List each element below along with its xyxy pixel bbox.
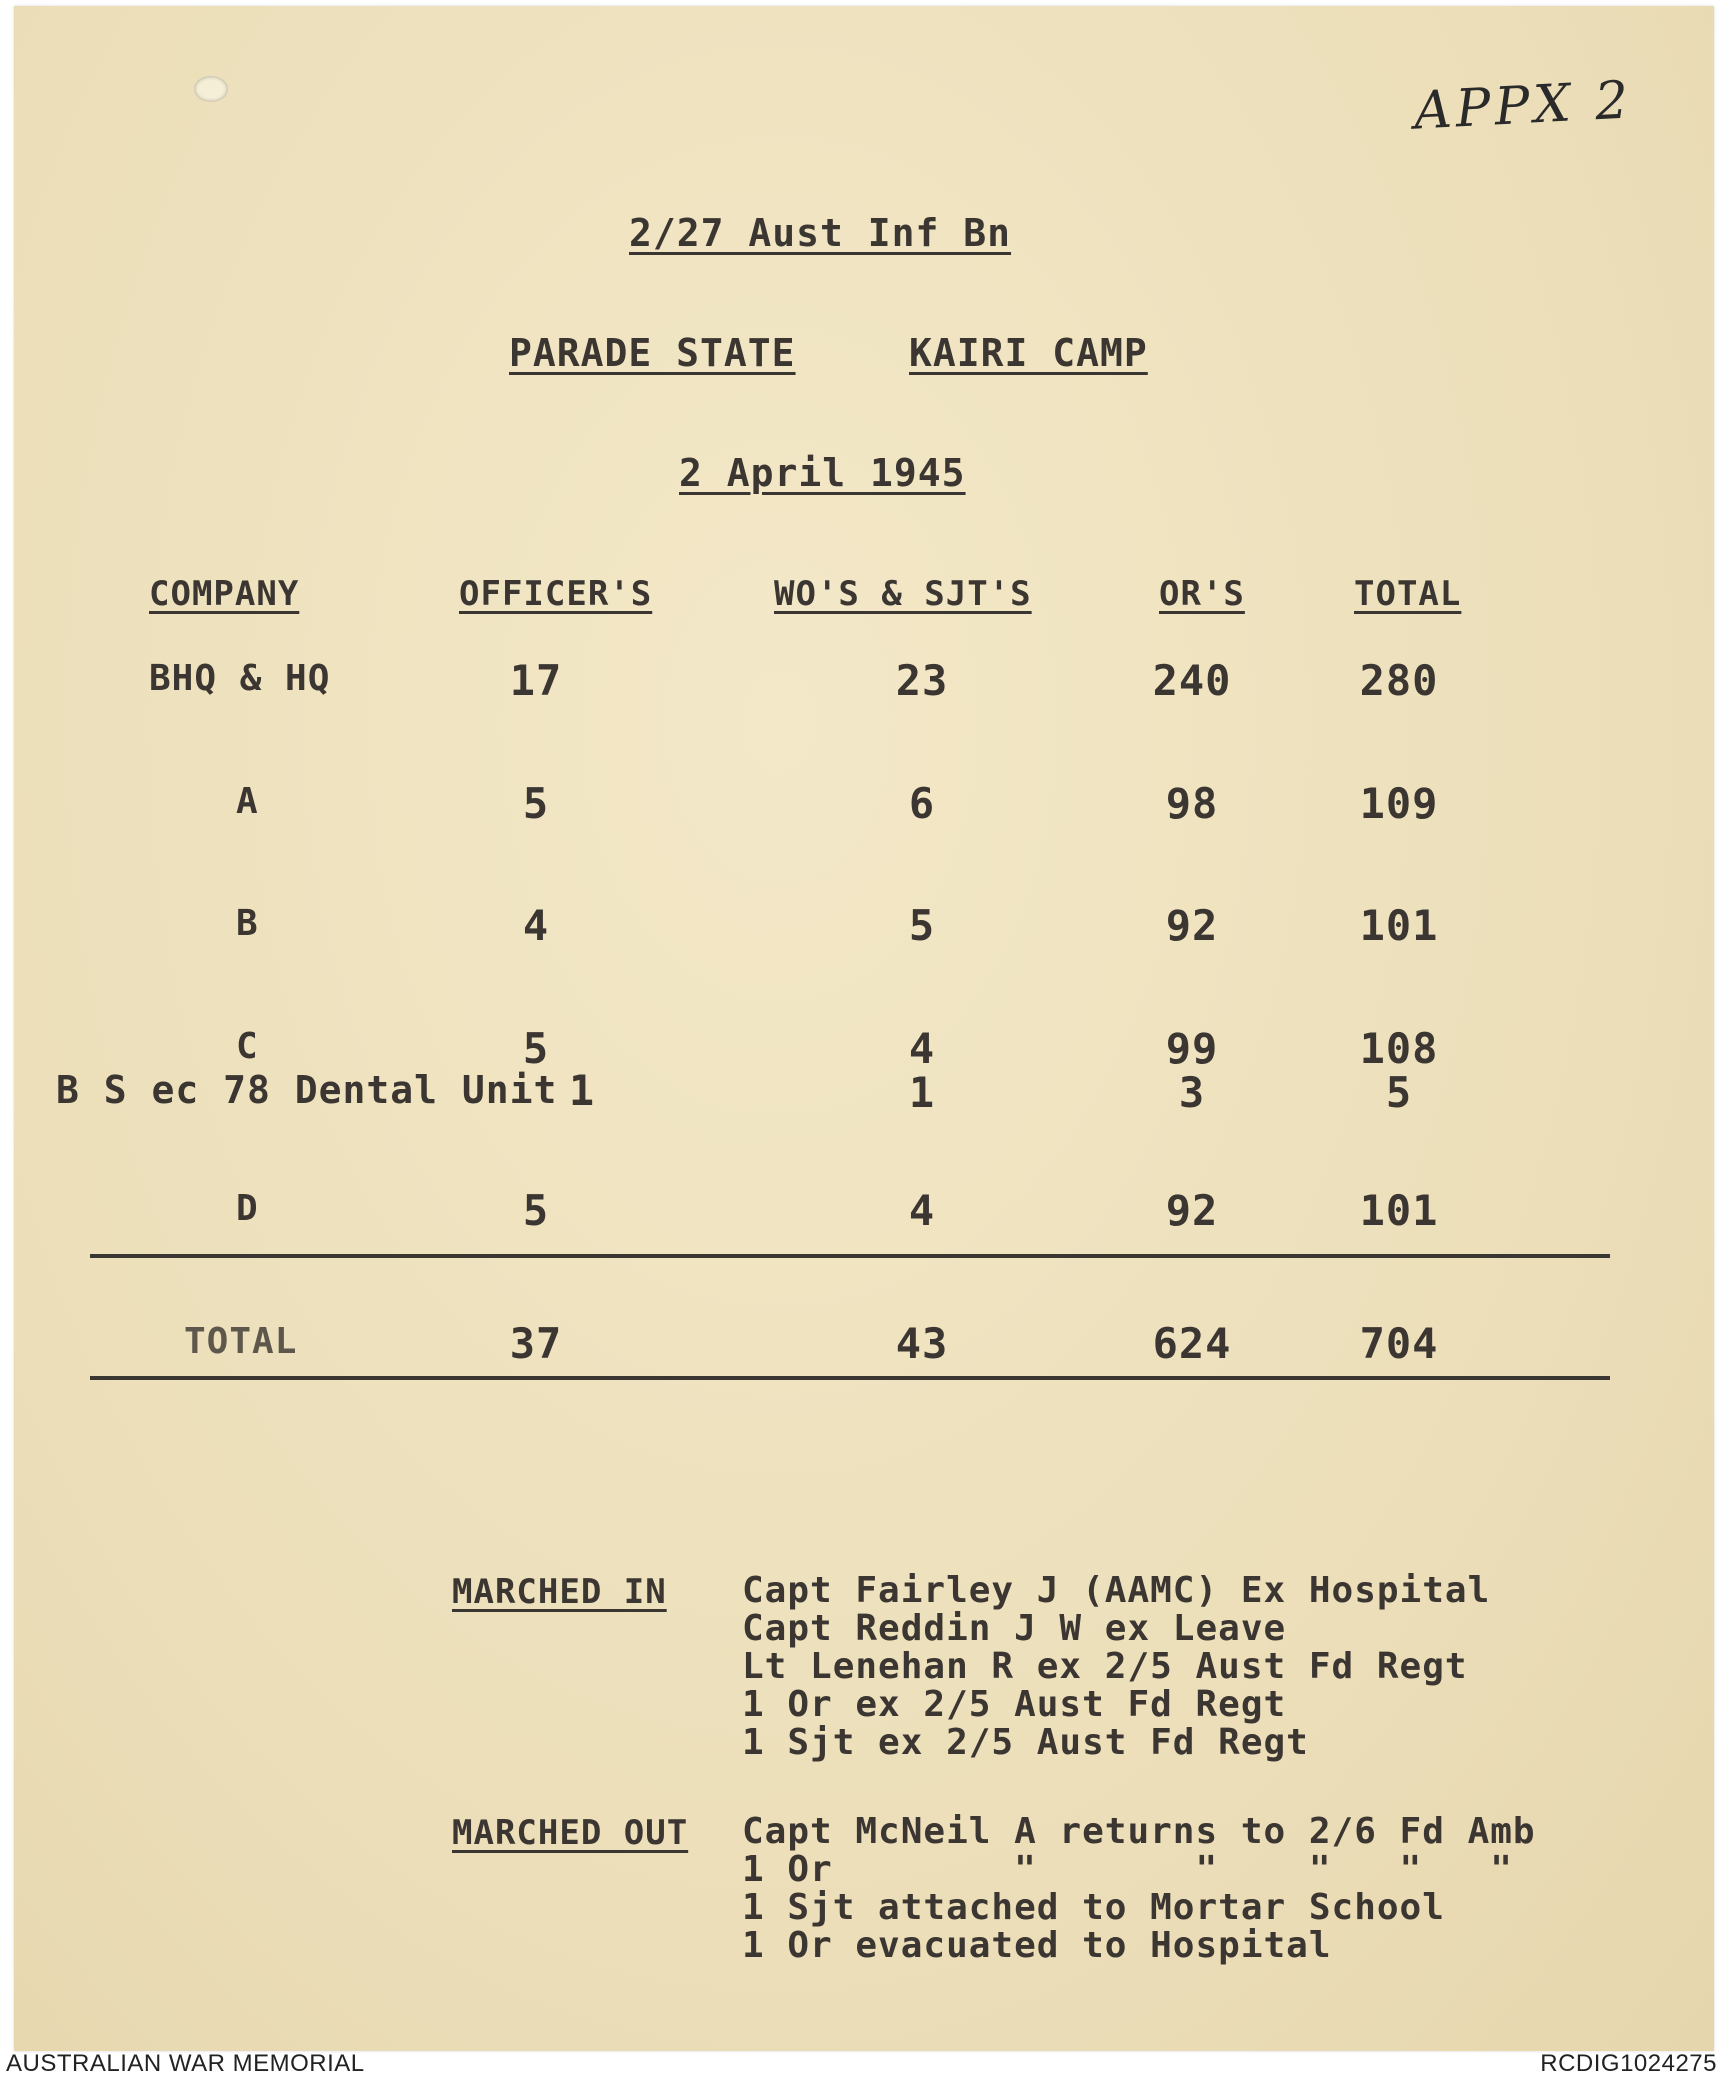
total-total: 704 <box>1359 1319 1439 1368</box>
marched-in-list <box>742 1572 1490 1762</box>
wos-sjts-count: 4 <box>908 1024 936 1073</box>
header-company: COMPANY <box>149 574 300 614</box>
wos-sjts-count: 23 <box>895 656 949 705</box>
marched-out-entry: 1 Or " " " " " <box>742 1849 1513 1890</box>
officers-count: 5 <box>522 1024 550 1073</box>
date-title: 2 April 1945 <box>679 451 966 495</box>
officers-count: 17 <box>509 656 563 705</box>
total-rule-bottom <box>90 1376 1610 1380</box>
header-total: TOTAL <box>1354 574 1462 614</box>
footer-source: AUSTRALIAN WAR MEMORIAL <box>6 2050 365 2077</box>
total-count: 101 <box>1359 1186 1439 1235</box>
marched-in-entry: 1 Sjt ex 2/5 Aust Fd Regt <box>742 1722 1309 1763</box>
total-count: 108 <box>1359 1024 1439 1073</box>
marched-in-entry: 1 Or ex 2/5 Aust Fd Regt <box>742 1684 1287 1725</box>
appendix-annotation: APPX 2 <box>1412 70 1634 142</box>
wos-sjts-count: 6 <box>908 779 936 828</box>
parade-state-title: PARADE STATE <box>509 331 796 375</box>
total-rule-top <box>90 1254 1610 1258</box>
total-officers: 37 <box>509 1319 563 1368</box>
header-ors: OR'S <box>1159 574 1245 614</box>
marched-out-entry: 1 Or evacuated to Hospital <box>742 1925 1332 1966</box>
officers-count: 5 <box>522 1186 550 1235</box>
total-count: 101 <box>1359 901 1439 950</box>
marched-out-list <box>742 1813 1536 1965</box>
officers-count: 5 <box>522 779 550 828</box>
total-count: 280 <box>1359 656 1439 705</box>
total-ors: 624 <box>1152 1319 1232 1368</box>
company-name: C <box>236 1026 259 1067</box>
company-name: BHQ & HQ <box>149 658 331 699</box>
wos-sjts-count: 5 <box>908 901 936 950</box>
marched-in-label: MARCHED IN <box>452 1572 667 1612</box>
marched-out-entry: Capt McNeil A returns to 2/6 Fd Amb <box>742 1811 1536 1852</box>
company-name: D <box>236 1188 259 1229</box>
footer-id: RCDIG1024275 <box>1540 2050 1717 2077</box>
document-page <box>14 6 1714 2051</box>
officers-count: 1 <box>568 1066 596 1115</box>
total-count: 5 <box>1385 1068 1413 1117</box>
punch-hole <box>194 76 228 102</box>
location-title: KAIRI CAMP <box>909 331 1148 375</box>
company-name: B S ec 78 Dental Unit <box>56 1068 558 1112</box>
header-wos-sjts: WO'S & SJT'S <box>774 574 1032 614</box>
header-officers: OFFICER'S <box>459 574 653 614</box>
marched-in-entry: Lt Lenehan R ex 2/5 Aust Fd Regt <box>742 1646 1468 1687</box>
ors-count: 92 <box>1165 1186 1219 1235</box>
wos-sjts-count: 1 <box>908 1068 936 1117</box>
total-wos-sjts: 43 <box>895 1319 949 1368</box>
ors-count: 92 <box>1165 901 1219 950</box>
company-name: A <box>236 781 259 822</box>
company-name: B <box>236 903 259 944</box>
unit-title: 2/27 Aust Inf Bn <box>629 211 1012 255</box>
total-label: TOTAL <box>184 1321 298 1362</box>
marched-out-label: MARCHED OUT <box>452 1813 689 1853</box>
marched-in-entry: Capt Reddin J W ex Leave <box>742 1608 1287 1649</box>
ors-count: 240 <box>1152 656 1232 705</box>
total-count: 109 <box>1359 779 1439 828</box>
officers-count: 4 <box>522 901 550 950</box>
marched-in-entry: Capt Fairley J (AAMC) Ex Hospital <box>742 1570 1491 1611</box>
wos-sjts-count: 4 <box>908 1186 936 1235</box>
ors-count: 3 <box>1178 1068 1206 1117</box>
ors-count: 99 <box>1165 1024 1219 1073</box>
marched-out-entry: 1 Sjt attached to Mortar School <box>742 1887 1445 1928</box>
ors-count: 98 <box>1165 779 1219 828</box>
